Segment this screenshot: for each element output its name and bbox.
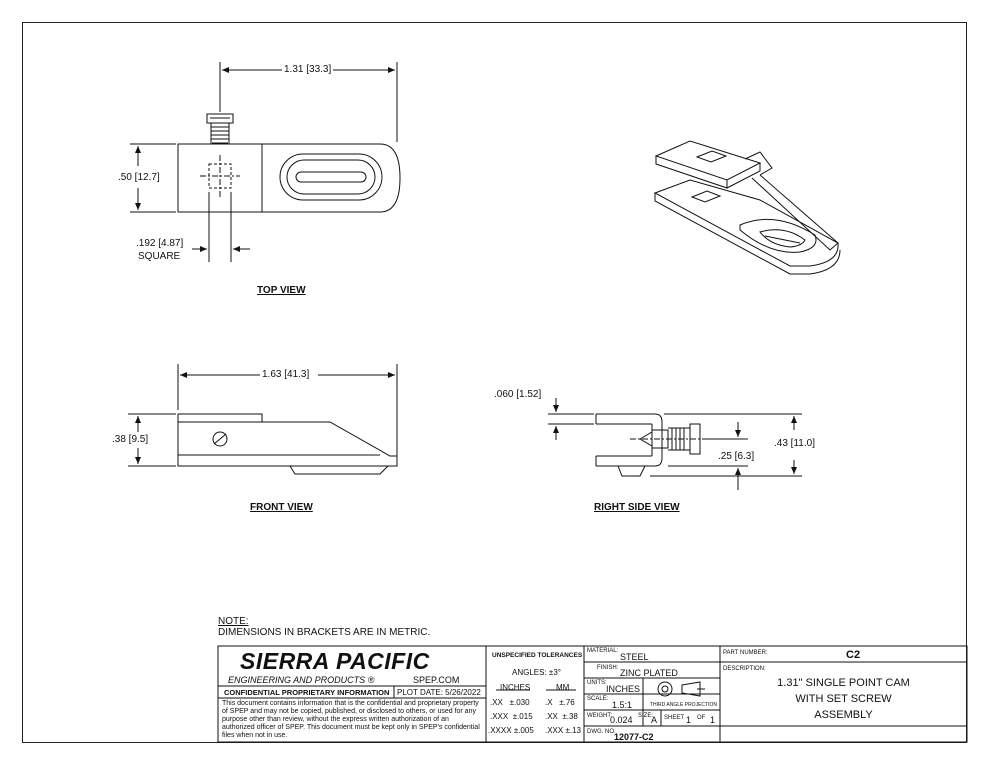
of-label: OF [697, 715, 706, 721]
tolerance-row: .XXXX ±.005 [488, 726, 534, 735]
top-view-drawing [130, 62, 400, 262]
finish-value: ZINC PLATED [620, 668, 678, 678]
units-value: INCHES [606, 684, 641, 694]
company-subtitle: ENGINEERING AND PRODUCTS ® [228, 675, 375, 685]
company-logo-text: SIERRA PACIFIC [240, 648, 430, 674]
size-label: SIZE: [638, 713, 654, 719]
dwg-no-label: DWG. NO. [587, 729, 616, 735]
weight-label: WEIGHT: [587, 713, 612, 719]
scale-label: SCALE: [587, 696, 609, 702]
tolerances-mm-header: MM [556, 683, 570, 692]
tolerance-row-mm: .XXX ±.13 [545, 726, 581, 735]
sheet-total: 1 [710, 715, 716, 725]
part-number-value: C2 [846, 649, 861, 661]
isometric-drawing [655, 141, 840, 274]
tolerance-row-mm: .X ±.76 [545, 698, 575, 707]
right-offset-dim: .25 [6.3] [718, 451, 755, 462]
right-side-view-drawing [548, 398, 802, 490]
front-view-title: FRONT VIEW [250, 502, 313, 513]
scale-value: 1.5:1 [612, 700, 633, 710]
note-text: DIMENSIONS IN BRACKETS ARE IN METRIC. [218, 627, 431, 638]
size-value: A [651, 715, 658, 725]
description-line-2: WITH SET SCREW [795, 693, 892, 705]
confidential-text: This document contains information that is the confidential and proprietary property of SPEP and may not be copied, published, or disclosed to others, or used for any purpose other than review, without the express written authorization of an authorized officer of SPEP. This document must be kept only in SPEP's confidential files when not in use. [222, 700, 480, 739]
front-length-dim: 1.63 [41.3] [262, 369, 310, 380]
weight-value: 0.024 [610, 715, 633, 725]
sheet-value: 1 [686, 715, 692, 725]
material-label: MATERIAL: [587, 648, 619, 654]
part-number-label: PART NUMBER: [723, 650, 768, 656]
right-view-title: RIGHT SIDE VIEW [594, 502, 680, 513]
top-view-title: TOP VIEW [257, 285, 306, 296]
top-width-dim: .50 [12.7] [118, 172, 160, 183]
top-square-dim: .192 [4.87] [136, 238, 184, 249]
material-value: STEEL [620, 652, 649, 662]
top-length-dim: 1.31 [33.3] [284, 64, 332, 75]
tolerances-heading: UNSPECIFIED TOLERANCES [492, 652, 583, 659]
note-heading: NOTE: [218, 616, 249, 627]
company-website: SPEP.COM [413, 675, 460, 685]
tolerance-row: .XXX ±.015 [490, 712, 533, 721]
projection-label: THIRD ANGLE PROJECTION [650, 702, 717, 708]
description-line-3: ASSEMBLY [814, 709, 873, 721]
units-label: UNITS: [587, 680, 607, 686]
right-height-dim: .43 [11.0] [774, 438, 815, 449]
plot-date: PLOT DATE: 5/26/2022 [397, 688, 481, 697]
description-label: DESCRIPTION: [723, 666, 766, 672]
tolerance-row: .XX ±.030 [490, 698, 530, 707]
finish-label: FINISH: [597, 665, 619, 671]
top-square-note: SQUARE [138, 251, 181, 262]
sheet-label: SHEET [664, 715, 685, 721]
description-line-1: 1.31" SINGLE POINT CAM [777, 677, 910, 689]
confidential-heading: CONFIDENTIAL PROPRIETARY INFORMATION [224, 688, 390, 697]
right-thickness-dim: .060 [1.52] [494, 389, 542, 400]
front-height-dim: .38 [9.5] [112, 434, 149, 445]
tolerance-row-mm: .XX ±.38 [545, 712, 578, 721]
dwg-no-value: 12077-C2 [614, 732, 654, 742]
tolerances-angles: ANGLES: ±3° [512, 668, 561, 677]
tolerances-inches-header: INCHES [500, 683, 531, 692]
